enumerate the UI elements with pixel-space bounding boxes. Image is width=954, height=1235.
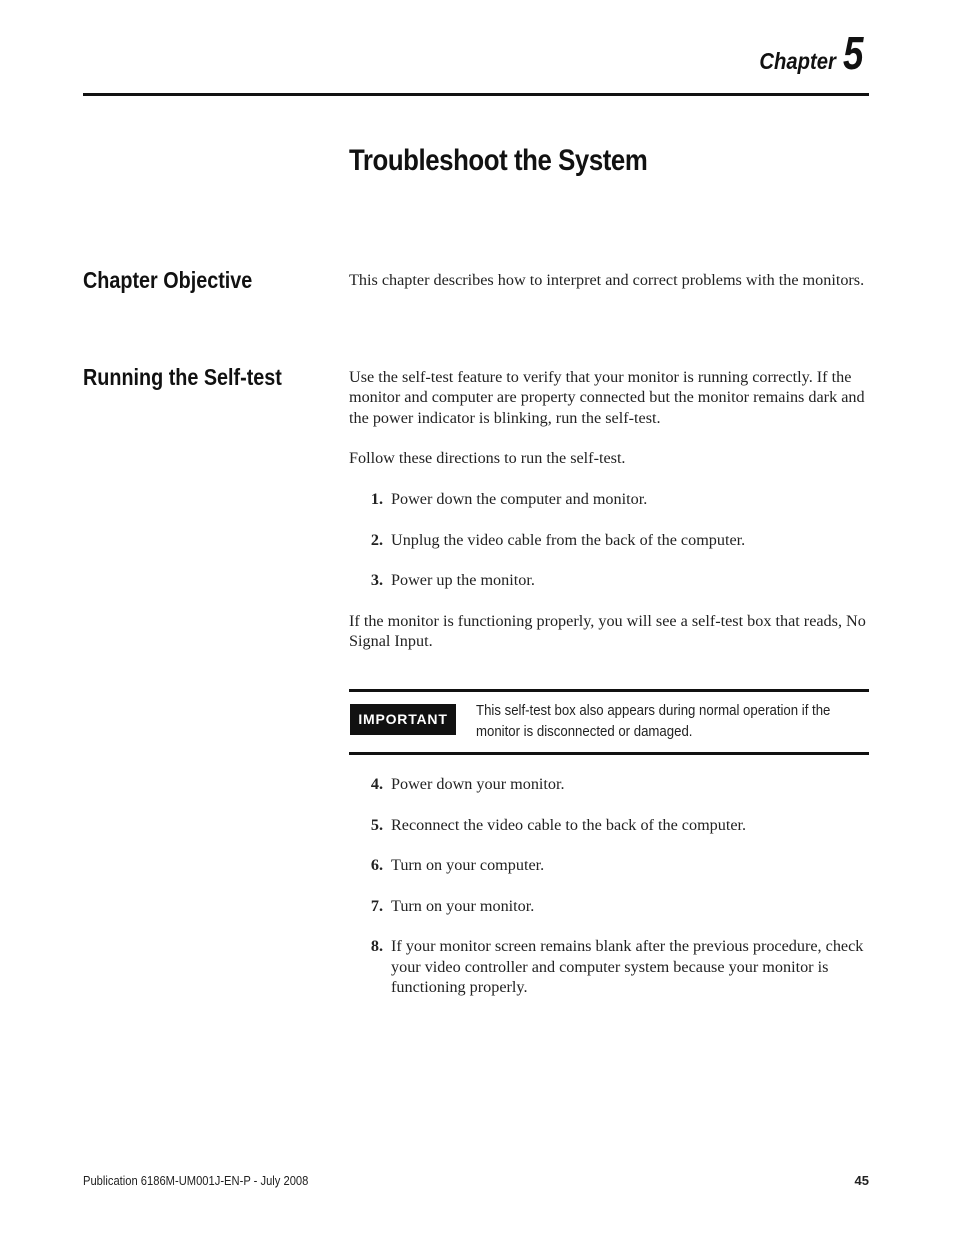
- page-title: Troubleshoot the System: [349, 144, 648, 177]
- chapter-number: 5: [843, 27, 864, 79]
- step-text: Power up the monitor.: [391, 571, 535, 590]
- selftest-body-part2: [349, 774, 869, 997]
- step-item: [349, 896, 869, 916]
- chapter-heading: [749, 27, 870, 79]
- selftest-body-part1: [349, 367, 869, 651]
- steps-list-2: [349, 774, 869, 997]
- footer-page-number: 45: [854, 1173, 869, 1188]
- step-item: [349, 855, 869, 875]
- objective-body: [349, 270, 869, 290]
- step-number: 8.: [370, 937, 383, 956]
- objective-text: This chapter describes how to interpret and correct problems with the monitors.: [349, 271, 865, 289]
- important-badge: IMPORTANT: [350, 704, 456, 735]
- steps-list-1: [349, 489, 869, 590]
- step-text: If your monitor screen remains blank after the previous procedure, check your video controller and computer system because your monitor is functioning properly.: [391, 937, 864, 996]
- chapter-label: Chapter: [758, 48, 836, 74]
- step-text: Power down the computer and monitor.: [391, 490, 648, 509]
- step-number: 6.: [370, 856, 383, 875]
- step-number: 1.: [370, 490, 383, 509]
- step-number: 5.: [370, 815, 383, 834]
- footer-publication: Publication 6186M-UM001J-EN-P - July 2008: [83, 1173, 309, 1188]
- selftest-intro: Use the self-test feature to verify that your monitor is running correctly. If the monitor and computer are property connected but the monitor remains dark and the power indicator is blinking, run the self-test.: [349, 368, 865, 427]
- step-text: Reconnect the video cable to the back of the computer.: [391, 815, 747, 834]
- step-text: Power down your monitor.: [391, 775, 565, 793]
- step-text: Turn on your monitor.: [391, 896, 535, 915]
- step-item: [349, 815, 869, 835]
- important-callout: [349, 689, 869, 755]
- selftest-after-text: If the monitor is functioning properly, you will see a self-test box that reads, No Signal Input.: [349, 611, 866, 650]
- section-heading-objective: Chapter Objective: [83, 267, 253, 293]
- step-item: [349, 570, 869, 590]
- step-item: [349, 774, 869, 794]
- step-number: 7.: [370, 896, 383, 915]
- section-heading-selftest: Running the Self-test: [83, 364, 282, 390]
- header-rule: [83, 93, 869, 96]
- step-text: Turn on your computer.: [391, 856, 545, 875]
- important-text: This self-test box also appears during normal operation if the monitor is disconnected or damaged.: [476, 702, 831, 740]
- step-item: [349, 530, 869, 550]
- step-number: 3.: [370, 571, 383, 590]
- step-number: 2.: [370, 530, 383, 549]
- step-item: [349, 936, 869, 997]
- selftest-directions: Follow these directions to run the self-test.: [349, 448, 626, 467]
- step-text: Unplug the video cable from the back of the computer.: [391, 530, 746, 549]
- step-number: 4.: [370, 775, 383, 793]
- step-item: [349, 489, 869, 509]
